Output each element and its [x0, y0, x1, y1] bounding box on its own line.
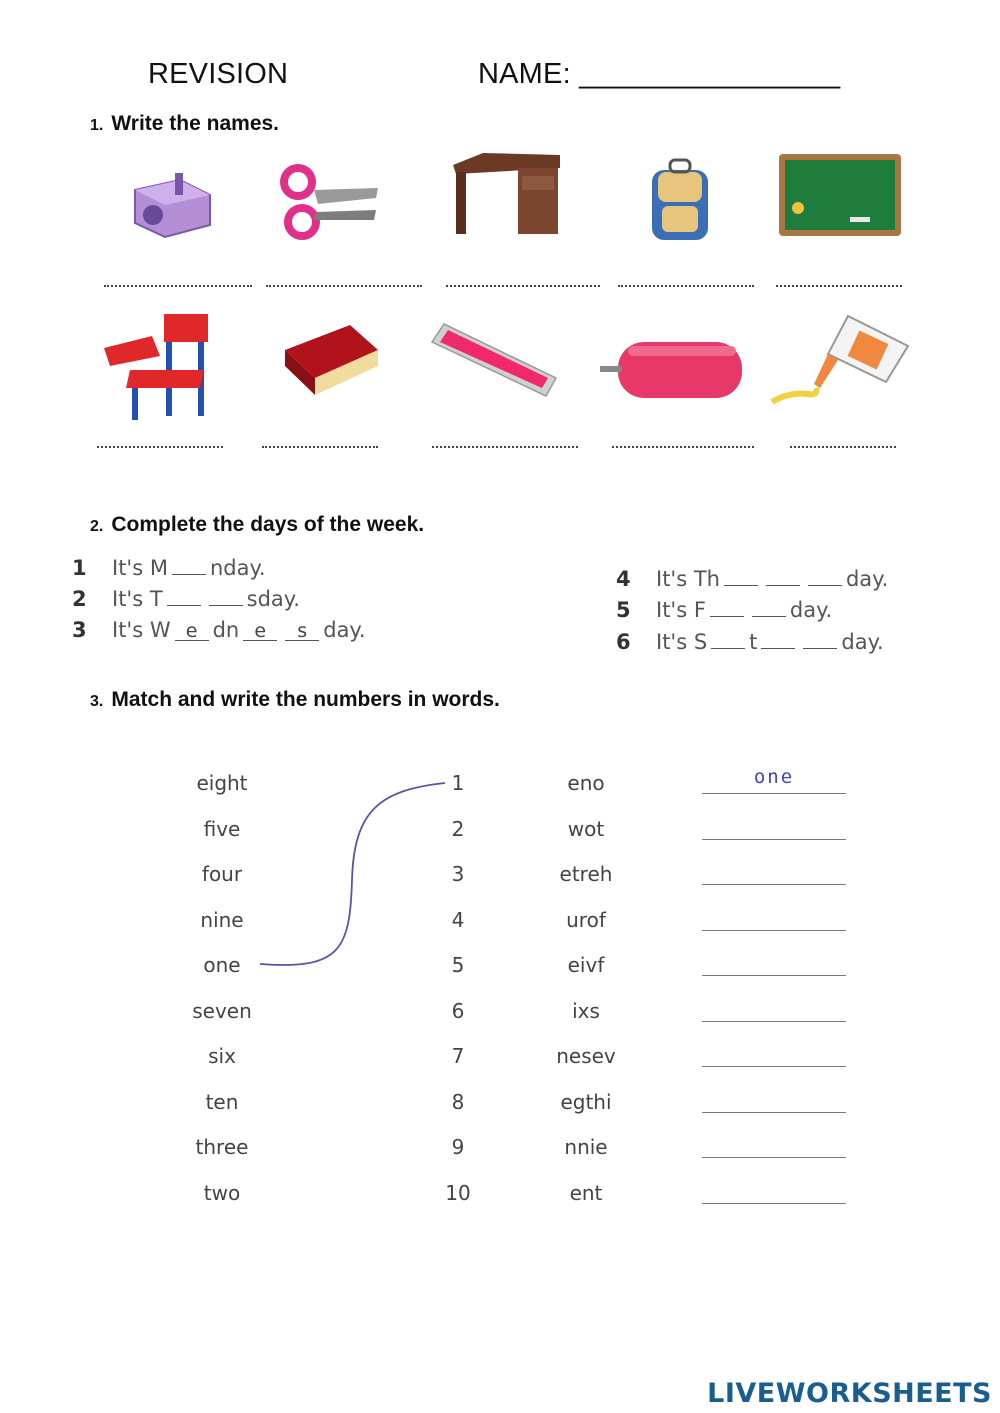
number-digit[interactable]: 5: [451, 953, 465, 977]
answer-field[interactable]: [702, 993, 846, 1022]
scrambled-word: eivf: [567, 953, 605, 977]
number-word[interactable]: three: [195, 1135, 249, 1159]
answer-field[interactable]: one: [702, 765, 846, 794]
day-blank[interactable]: e: [243, 622, 277, 641]
section-3-title: Match and write the numbers in words.: [111, 688, 500, 711]
scrambled-word: ent: [569, 1180, 603, 1205]
section-1-title: Write the names.: [111, 112, 280, 135]
number-word[interactable]: seven: [192, 998, 252, 1023]
number-digit[interactable]: 3: [451, 862, 465, 886]
number-digit[interactable]: 8: [451, 1089, 465, 1114]
number-digit[interactable]: 1: [451, 771, 465, 795]
number-digit[interactable]: 6: [451, 998, 465, 1023]
scrambled-word: wot: [567, 816, 605, 841]
day-blank[interactable]: s: [285, 622, 319, 641]
day-item-4: 4 It's Th day.: [616, 567, 889, 591]
section-2-number: 2.: [90, 518, 104, 535]
section-3-number: 3.: [90, 693, 104, 710]
number-word[interactable]: four: [201, 862, 243, 886]
answer-field[interactable]: [702, 1175, 846, 1204]
answer-field[interactable]: [702, 947, 846, 976]
answer-field[interactable]: [702, 1084, 846, 1113]
number-digit[interactable]: 2: [451, 816, 465, 841]
day-item-2: 2 It's T sday.: [72, 587, 300, 611]
day-item-1: 1 It's M nday.: [72, 556, 266, 580]
scrambled-word: etreh: [559, 862, 613, 886]
answer-field[interactable]: [702, 856, 846, 885]
worksheet-title: REVISION: [148, 58, 289, 90]
scrambled-word: ixs: [572, 998, 600, 1023]
day-item-6: 6 It's S t day.: [616, 630, 884, 654]
number-word[interactable]: one: [203, 953, 241, 977]
number-word[interactable]: ten: [205, 1089, 239, 1114]
scrambled-word: nnie: [564, 1135, 608, 1159]
answer-field[interactable]: [702, 1038, 846, 1067]
name-field-label[interactable]: NAME: ________________: [478, 58, 841, 90]
answer-field[interactable]: [702, 902, 846, 931]
day-blank[interactable]: e: [175, 622, 209, 641]
number-word[interactable]: six: [208, 1044, 236, 1068]
scrambled-word: eno: [567, 771, 605, 795]
number-digit[interactable]: 7: [451, 1044, 465, 1068]
number-word[interactable]: eight: [196, 771, 248, 795]
number-word[interactable]: two: [203, 1180, 241, 1205]
number-digit[interactable]: 4: [451, 907, 465, 932]
scrambled-word: nesev: [556, 1044, 616, 1068]
scrambled-word: egthi: [560, 1089, 612, 1114]
number-word[interactable]: five: [203, 816, 241, 841]
number-digit[interactable]: 9: [451, 1135, 465, 1159]
number-digit[interactable]: 10: [445, 1180, 471, 1205]
number-word[interactable]: nine: [200, 907, 244, 932]
liveworksheets-logo: LIVEWORKSHEETS: [707, 1378, 992, 1409]
answer-field[interactable]: [702, 1129, 846, 1158]
day-item-3: 3 It's W e dn e s day.: [72, 618, 366, 642]
day-item-5: 5 It's F day.: [616, 598, 833, 622]
answer-field[interactable]: [702, 811, 846, 840]
section-2-title: Complete the days of the week.: [111, 513, 425, 536]
section-1-number: 1.: [90, 117, 104, 134]
scrambled-word: urof: [566, 907, 606, 932]
